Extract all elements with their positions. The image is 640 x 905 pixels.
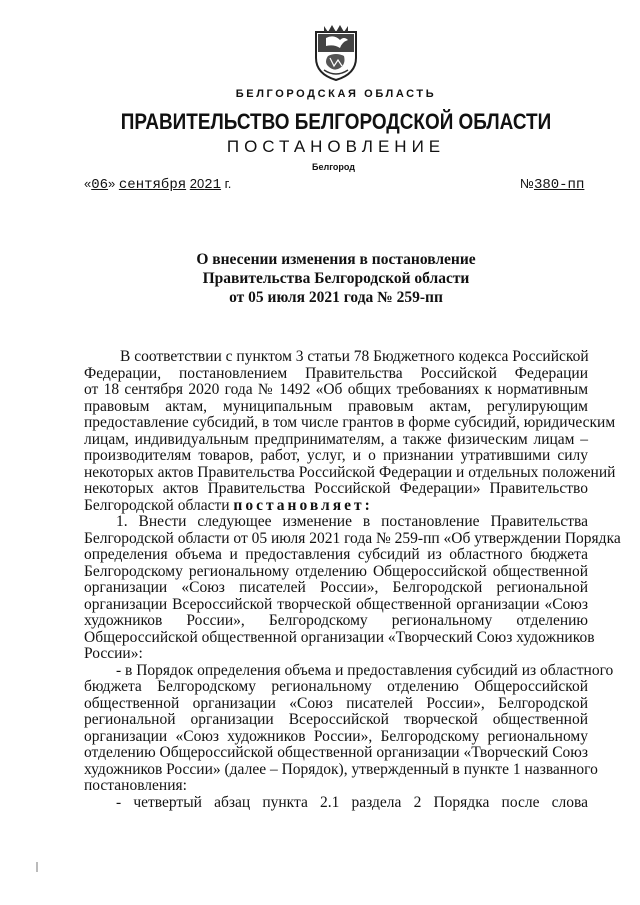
decree-number [520,176,584,193]
decree-date [84,176,231,193]
title-line: Правительства Белгородской области [202,270,470,287]
body-line: организации Всероссийской творческой общественной организации «Союз [84,595,588,613]
body-line: лицам, индивидуальным предпринимателям, а также физическим лицам – [84,430,588,448]
body-line: отделению Общероссийской общественной организации «Творческий Союз [84,744,588,761]
government-name: ПРАВИТЕЛЬСТВО БЕЛГОРОДСКОЙ ОБЛАСТИ [120,109,552,134]
body-line: региональной организации Всероссийской творческой общественной [84,711,588,728]
title-line: О внесении изменения в постановление [196,251,476,268]
body-line: Белгородскому региональному отделению Общероссийской общественной [84,562,588,580]
date-month: сентября [118,177,187,193]
body-line: Общероссийской общественной организации «Творческий Союз художников [84,628,595,646]
decree-title [0,250,640,307]
city-name: Белгород [312,162,355,172]
body-line: Федерации, постановлением Правительства Российской Федерации [84,364,588,382]
body-line: художников России» (далее – Порядок), утвержденный в пункте 1 названного [84,760,598,778]
body-line: бюджета Белгородскому региональному отделению Общероссийской [84,678,588,695]
body-line: художников России», Белгородскому региональному отделению [84,612,588,629]
date-year-suffix: 21 [204,177,222,193]
body-line: некоторых актов Правительства Российской Федерации» Правительство [84,480,588,497]
date-year-end: г. [224,176,232,191]
document-type: ПОСТАНОВЛЕНИЕ [226,137,446,156]
resolves-word: постановляет: [233,496,373,514]
region-name: БЕЛГОРОДСКАЯ ОБЛАСТЬ [235,88,437,100]
body-line: некоторых актов Правительства Российской Федерации и отдельных положений [84,463,616,481]
body-line: - в Порядок определения объема и предоставления субсидий из областного [116,661,614,679]
date-year-prefix: 20 [189,176,205,191]
body-line: организации «Союз художников России», Белгородскому региональному [84,727,588,745]
date-day: 06 [91,177,109,193]
decree-body [84,348,621,811]
body-line: постановления: [84,777,187,794]
body-line: Белгородской области от 05 июля 2021 года № 259-пп «Об утверждении Порядка [84,529,621,547]
body-line-resolves [84,498,588,515]
body-line: России»: [84,645,143,662]
body-line: организации «Союз писателей России», Белгородской региональной [84,579,588,596]
body-line: правовым актам, муниципальным правовым актам, регулирующим [84,397,588,415]
body-line: 1. Внести следующее изменение в постановление Правительства [116,513,588,530]
body-line: определения объема и предоставления субсидий из областного бюджета [84,546,588,563]
body-line: В соответствии с пунктом 3 статьи 78 Бюджетного кодекса Российской [120,348,589,365]
date-quote-close: » [108,176,116,191]
number-value: 380-пп [533,177,585,193]
coat-of-arms-icon [310,22,362,84]
scan-margin-mark [36,862,38,872]
number-prefix: № [520,176,534,191]
body-line: общественной организации «Союз писателей России», Белгородской [84,694,588,712]
title-line: от 05 июля 2021 года № 259-пп [229,289,443,306]
date-quote-open: « [84,176,92,191]
body-line: - четвертый абзац пункта 2.1 раздела 2 Порядка после слова [116,793,588,811]
body-line: производителям товаров, работ, услуг, и о признании утратившими силу [84,447,588,464]
body-line: предоставление субсидий, в том числе грантов в форме субсидий, юридическим [84,414,616,431]
body-line: Белгородской области [84,496,230,514]
body-line: от 18 сентября 2020 года № 1492 «Об общих требованиях к нормативным [84,381,588,398]
